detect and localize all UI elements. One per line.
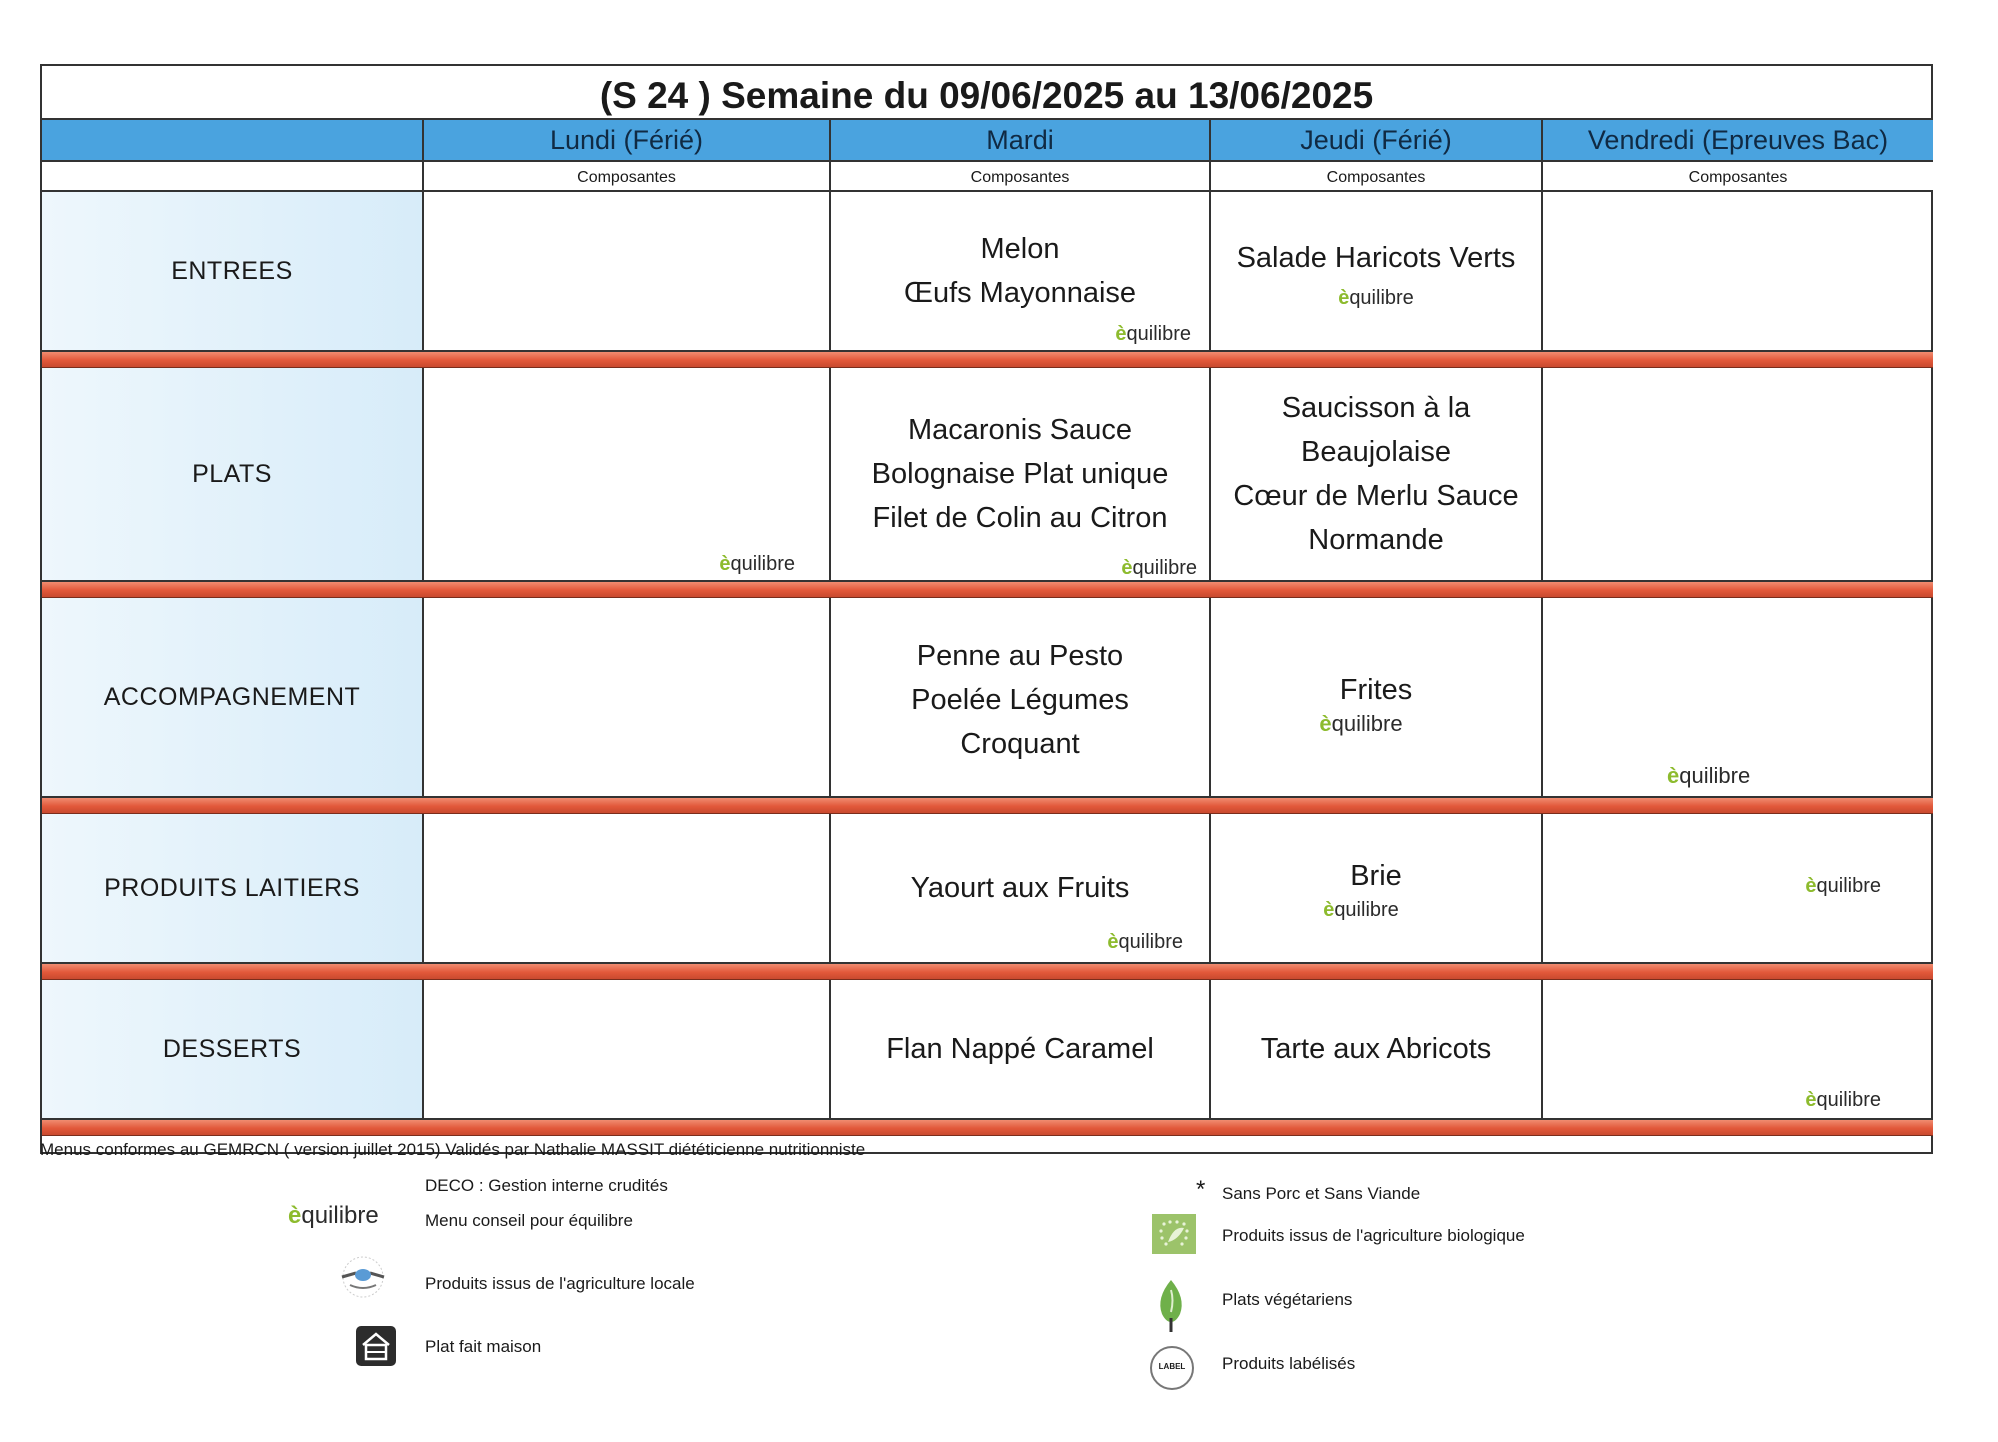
sub-header-mardi: Composantes (829, 160, 1209, 192)
cell-accompagnement-vendredi (1541, 598, 1933, 796)
house-icon (355, 1325, 397, 1372)
bio-leaf-icon (1152, 1214, 1196, 1259)
equilibre-logo: èquilibre (1115, 323, 1191, 345)
legend-label: Produits labélisés (1222, 1354, 1356, 1373)
row-label-entrees: ENTREES (42, 192, 422, 350)
sub-header-lundi: Composantes (422, 160, 829, 192)
label-quality-icon: LABEL (1150, 1346, 1194, 1390)
cell-plats-lundi (422, 368, 829, 580)
cell-entrees-vendredi (1541, 192, 1933, 350)
row-label-accompagnement: ACCOMPAGNEMENT (42, 598, 422, 796)
dish: Tarte aux Abricots (1260, 1033, 1492, 1065)
dish: Brie (1350, 860, 1402, 892)
cell-accompagnement-mardi (829, 598, 1209, 796)
cell-desserts-mardi (829, 980, 1209, 1118)
equilibre-logo: èquilibre (1319, 711, 1403, 736)
cell-entrees-mardi (829, 192, 1209, 350)
legend-equilibre: Menu conseil pour équilibre (425, 1211, 633, 1230)
cell-laitiers-jeudi (1209, 814, 1541, 962)
header-corner (42, 120, 422, 160)
equilibre-logo: èquilibre (1121, 557, 1197, 579)
sub-header-vendredi: Composantes (1541, 160, 1933, 192)
cell-accompagnement-jeudi (1209, 598, 1541, 796)
dish: Cœur de Merlu Sauce (1233, 480, 1519, 512)
dish: Melon (980, 233, 1060, 265)
equilibre-logo: èquilibre (1107, 931, 1183, 953)
cell-entrees-lundi (422, 192, 829, 350)
equilibre-logo: èquilibre (1323, 899, 1399, 921)
equilibre-logo: èquilibre (1805, 875, 1881, 897)
row-label-desserts: DESSERTS (42, 980, 422, 1118)
cell-desserts-jeudi (1209, 980, 1541, 1118)
row-separator (42, 962, 1933, 980)
dish: Poelée Légumes (911, 684, 1129, 716)
row-label-plats: PLATS (42, 368, 422, 580)
legend-sans-porc: Sans Porc et Sans Viande (1222, 1184, 1421, 1203)
legend-maison: Plat fait maison (425, 1337, 542, 1356)
equilibre-logo: èquilibre (1338, 287, 1414, 309)
footer-note: Menus conformes au GEMRCN ( version juillet 2015) Validés par Nathalie MASSIT diététicienne nutritionniste (40, 1140, 866, 1159)
star-symbol: * (1196, 1176, 1206, 1203)
menu-grid (42, 120, 1931, 1136)
cell-desserts-lundi (422, 980, 829, 1118)
dish: Macaronis Sauce (907, 414, 1133, 446)
cell-plats-jeudi (1209, 368, 1541, 580)
cell-desserts-vendredi (1541, 980, 1933, 1118)
dish: Frites (1339, 674, 1413, 706)
cell-accompagnement-lundi (422, 598, 829, 796)
dish: Penne au Pesto (916, 640, 1124, 672)
row-separator (42, 1118, 1933, 1136)
row-separator (42, 580, 1933, 598)
equilibre-logo: èquilibre (719, 553, 795, 575)
day-header-lundi: Lundi (Férié) (422, 120, 829, 160)
cell-laitiers-mardi (829, 814, 1209, 962)
dish: Normande (1308, 524, 1444, 556)
dish: Yaourt aux Fruits (910, 872, 1130, 904)
dish: Filet de Colin au Citron (872, 502, 1168, 534)
row-label-laitiers: PRODUITS LAITIERS (42, 814, 422, 962)
dish: Saucisson à la (1281, 392, 1471, 424)
vegetarian-leaf-icon (1154, 1278, 1188, 1339)
sub-header-jeudi: Composantes (1209, 160, 1541, 192)
dish: Salade Haricots Verts (1236, 242, 1516, 274)
legend-vege: Plats végétariens (1222, 1290, 1353, 1309)
page-title: (S 24 ) Semaine du 09/06/2025 au 13/06/2025 (42, 66, 1931, 120)
local-agriculture-icon (336, 1255, 390, 1304)
day-header-jeudi: Jeudi (Férié) (1209, 120, 1541, 160)
cell-entrees-jeudi (1209, 192, 1541, 350)
legend-bio: Produits issus de l'agriculture biologique (1222, 1226, 1525, 1245)
row-separator (42, 350, 1933, 368)
dish: Flan Nappé Caramel (886, 1033, 1154, 1065)
dish: Croquant (960, 728, 1080, 760)
legend-deco: DECO : Gestion interne crudités (425, 1176, 668, 1195)
equilibre-logo: èquilibre (288, 1202, 379, 1229)
equilibre-logo: èquilibre (1805, 1089, 1881, 1111)
dish: Œufs Mayonnaise (903, 277, 1137, 309)
row-separator (42, 796, 1933, 814)
cell-plats-mardi (829, 368, 1209, 580)
day-header-mardi: Mardi (829, 120, 1209, 160)
menu-sheet (40, 64, 1933, 1154)
equilibre-logo: èquilibre (1667, 763, 1751, 788)
sub-header-corner (42, 160, 422, 192)
dish: Bolognaise Plat unique (871, 458, 1169, 490)
cell-laitiers-vendredi (1541, 814, 1933, 962)
cell-plats-vendredi (1541, 368, 1933, 580)
day-header-vendredi: Vendredi (Epreuves Bac) (1541, 120, 1933, 160)
legend-locale: Produits issus de l'agriculture locale (425, 1274, 695, 1293)
dish: Beaujolaise (1301, 436, 1451, 468)
cell-laitiers-lundi (422, 814, 829, 962)
